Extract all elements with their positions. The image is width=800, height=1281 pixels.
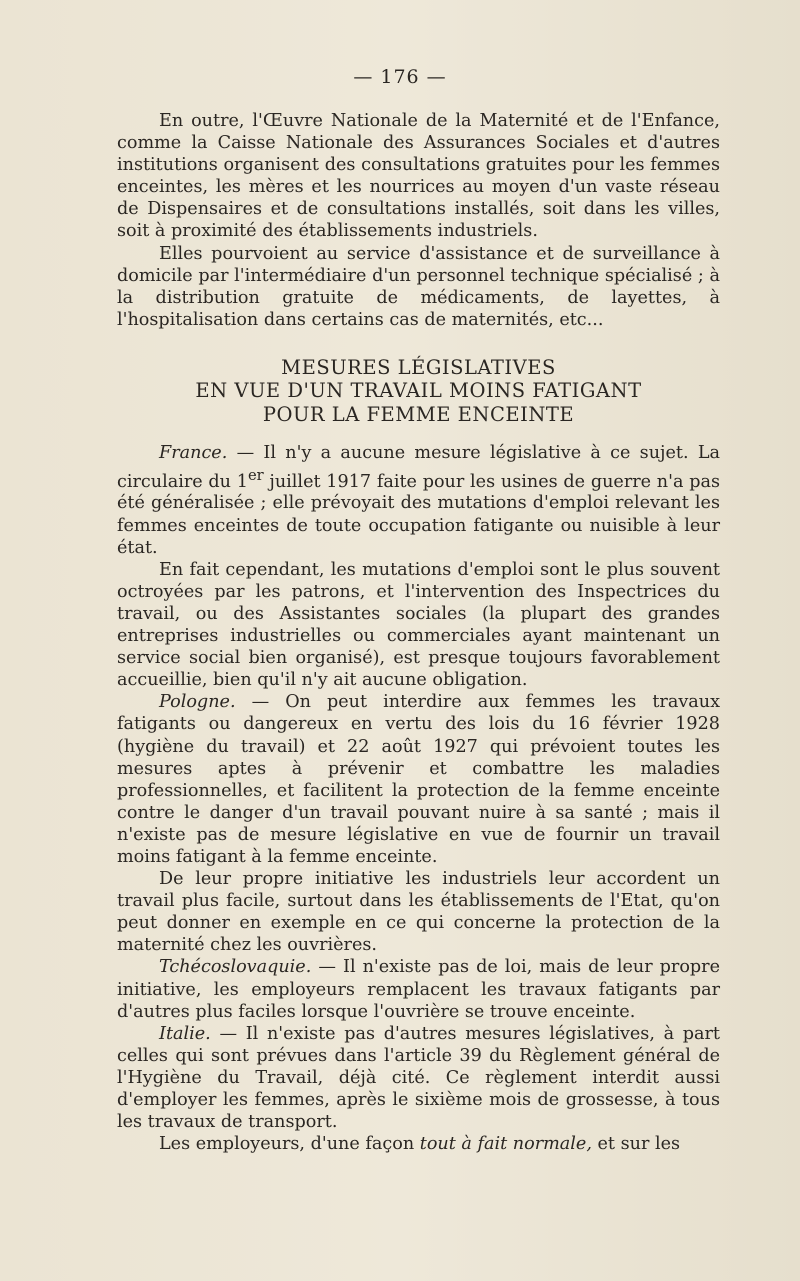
heading-line-2: EN VUE D'UN TRAVAIL MOINS FATIGANT	[195, 379, 642, 403]
pologne-text: — On peut interdire aux femmes les travaux fatigants ou dangereux en vertu des lois du 16 février 1928 (hygiène du travail) et 22 août 1927 qui prévoient toutes les mesures aptes à prévenir et combattre les maladies professionnelles, et facilitent la protection de la femme enceinte contre le danger d'un travail pouvant nuire à sa santé ; mais il n'existe pas de mesure législative en vue de fournir un travail moins fatigant à la femme enceinte.	[117, 692, 720, 867]
country-name-italie: Italie.	[159, 1023, 211, 1044]
pologne-paragraph	[117, 691, 720, 868]
pologne-paragraph-2: De leur propre initiative les industriels leur accordent un travail plus facile, surtout dans les établissements de l'Etat, qu'on peut donner en exemple en ce qui concerne la protection de la maternité chez les ouvrières.	[117, 869, 720, 956]
france-text-2: juillet 1917 faite pour les usines de guerre n'a pas été généralisée ; elle prévoyait des mutations d'emploi relevant les femmes enceintes de toute occupation fatigante ou nuisible à leur état.	[117, 471, 720, 558]
heading-line-1: MESURES LÉGISLATIVES	[281, 355, 556, 379]
country-name-france: France.	[159, 443, 228, 464]
france-paragraph-2: En fait cependant, les mutations d'emploi sont le plus souvent octroyées par les patrons, et l'intervention des Inspectrices du travail, ou des Assistantes sociales (la plupart des grandes entreprises industrielles ou commerciales ayant maintenant un service social bien organisé), est presque toujours favorablement accueillie, bien qu'il n'y ait aucune obligation.	[117, 559, 720, 691]
italie-italic-phrase: tout à fait normale,	[419, 1134, 592, 1155]
italie-text: — Il n'existe pas d'autres mesures législatives, à part celles qui sont prévues dans l'article 39 du Règlement général de l'Hygiène du Travail, déjà cité. Ce règlement interdit aussi d'employer les femmes, après le sixième mois de grossesse, à tous les travaux de transport.	[117, 1023, 720, 1133]
tchecoslovaquie-paragraph	[117, 956, 720, 1022]
france-superscript: er	[247, 466, 264, 484]
italie-text-2b: et sur les	[591, 1134, 681, 1155]
section-heading	[117, 356, 720, 427]
page-body	[117, 110, 720, 1155]
country-name-pologne: Pologne.	[159, 692, 236, 713]
country-name-tchecoslovaquie: Tchécoslovaquie.	[159, 957, 312, 978]
tchecoslovaquie-text: — Il n'existe pas de loi, mais de leur propre initiative, les employeurs remplacent les travaux fatigants par d'autres plus faciles lorsque l'ouvrière se trouve enceinte.	[117, 957, 720, 1022]
france-paragraph	[117, 442, 720, 558]
heading-line-3: POUR LA FEMME ENCEINTE	[262, 402, 575, 426]
italie-paragraph-2	[117, 1133, 720, 1155]
intro-paragraph-2: Elles pourvoient au service d'assistance et de surveillance à domicile par l'intermédiaire d'un personnel technique spécialisé ; à la distribution gratuite de médicaments, de layettes, à l'hospitalisation dans certains cas de maternités, etc...	[117, 243, 720, 330]
intro-paragraph-1: En outre, l'Œuvre Nationale de la Maternité et de l'Enfance, comme la Caisse Nationale des Assurances Sociales et d'autres institutions organisent des consultations gratuites pour les femmes enceintes, les mères et les nourrices au moyen d'un vaste réseau de Dispensaires et de consultations installés, soit dans les villes, soit à proximité des établissements industriels.	[117, 111, 720, 242]
page-number: — 176 —	[353, 66, 447, 88]
italie-paragraph	[117, 1023, 720, 1133]
italie-text-2a: Les employeurs, d'une façon	[159, 1134, 420, 1155]
france-text-1: — Il n'y a aucune mesure législative à ce sujet. La circulaire du 1	[117, 443, 720, 492]
